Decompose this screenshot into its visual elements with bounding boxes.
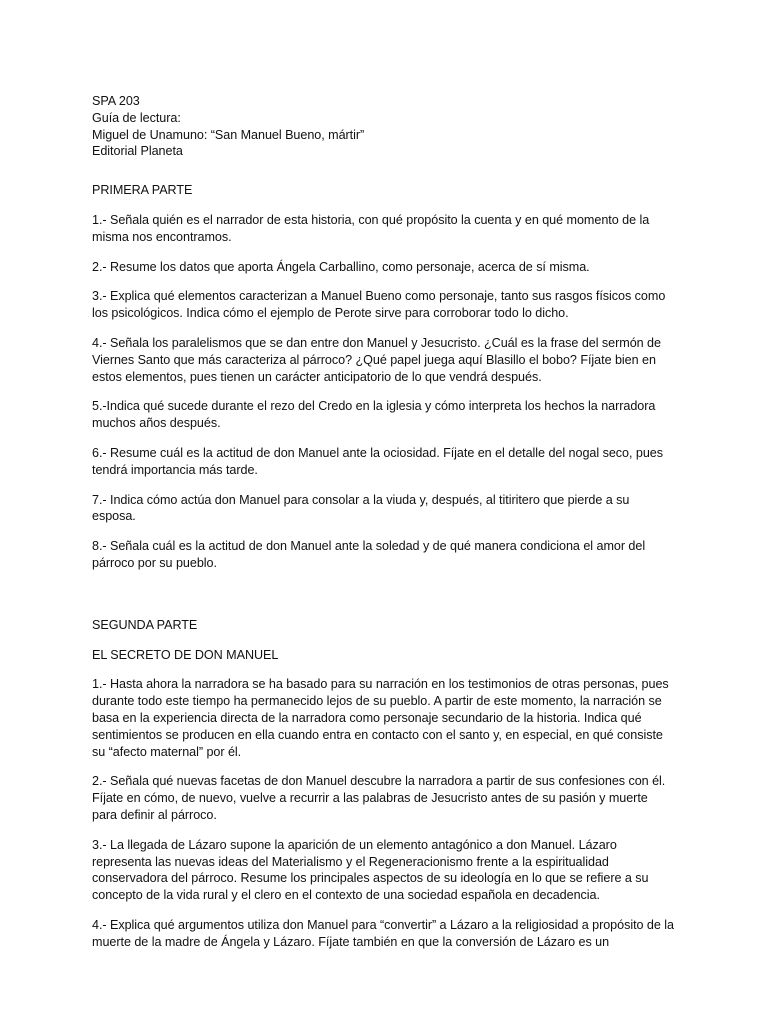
- question-item: 2.- Señala qué nuevas facetas de don Manuel descubre la narradora a partir de sus confesiones con él. Fíjate en cómo, de nuevo, vuelve a recurrir a las palabras de Jesucristo antes de su pasión y muerte para definir al párroco.: [92, 774, 666, 822]
- part-two-heading: SEGUNDA PARTE: [92, 617, 198, 632]
- question-item: 8.- Señala cuál es la actitud de don Manuel ante la soledad y de qué manera condiciona el amor del párroco por su pueblo.: [92, 539, 646, 570]
- question-item: 2.- Resume los datos que aporta Ángela Carballino, como personaje, acerca de sí misma.: [92, 259, 590, 274]
- document-page: [92, 93, 676, 950]
- question-item: 7.- Indica cómo actúa don Manuel para consolar a la viuda y, después, al titiritero que pierde a su esposa.: [92, 492, 630, 524]
- question-item: 1.- Señala quién es el narrador de esta historia, con qué propósito la cuenta y en qué momento de la misma nos encontramos.: [92, 212, 650, 244]
- question-item: 1.- Hasta ahora la narradora se ha basado para su narración en los testimonios de otras personas, pues durante todo este tiempo ha permanecido lejos de su pueblo. A partir de este momento, la narración se basa en la experiencia directa de la narradora como personaje secundario de la historia. Indica qué sentimientos se producen en ella cuando entra en contacto con el santo y, en especial, en qué consiste su “afecto maternal” por él.: [92, 677, 669, 759]
- course-code: SPA 203: [92, 94, 140, 108]
- guide-title: Guía de lectura:: [92, 110, 181, 125]
- question-item: 4.- Señala los paralelismos que se dan entre don Manuel y Jesucristo. ¿Cuál es la frase del sermón de Viernes Santo que más caracteriza al párroco? ¿Qué papel juega aquí Blasillo el bobo? Fíjate bien en estos elementos, pues tienen un carácter anticipatorio de lo que vendrá después.: [92, 335, 661, 384]
- part-two-subheading: EL SECRETO DE DON MANUEL: [92, 647, 279, 662]
- part-two: [92, 617, 676, 951]
- question-item: 5.-Indica qué sucede durante el rezo del Credo en la iglesia y cómo interpreta los hechos la narradora muchos años después.: [92, 399, 656, 431]
- part-one: [92, 182, 676, 572]
- question-item: 4.- Explica qué argumentos utiliza don Manuel para “convertir” a Lázaro a la religiosidad a propósito de la muerte de la madre de Ángela y Lázaro. Fíjate también en que la conversión de Lázaro es un: [92, 917, 674, 949]
- question-item: 6.- Resume cuál es la actitud de don Manuel ante la ociosidad. Fíjate en el detalle del nogal seco, pues tendrá importancia más tarde.: [92, 445, 663, 477]
- question-item: 3.- La llegada de Lázaro supone la aparición de un elemento antagónico a don Manuel. Lázaro representa las nuevas ideas del Materialismo y el Regeneracionismo frente a la espiritualidad conservadora del párroco. Resume los principales aspectos de su ideología en lo que se refiere a su concepto de la vida rural y el clero en el contexto de una sociedad española en decadencia.: [92, 837, 649, 903]
- publisher: Editorial Planeta: [92, 144, 183, 159]
- document-header: [92, 93, 676, 160]
- work-title: Miguel de Unamuno: “San Manuel Bueno, mártir”: [92, 127, 365, 142]
- part-one-heading: PRIMERA PARTE: [92, 183, 193, 198]
- question-item: 3.- Explica qué elementos caracterizan a Manuel Bueno como personaje, tanto sus rasgos físicos como los psicológicos. Indica cómo el ejemplo de Perote sirve para corroborar todo lo dicho.: [92, 289, 666, 321]
